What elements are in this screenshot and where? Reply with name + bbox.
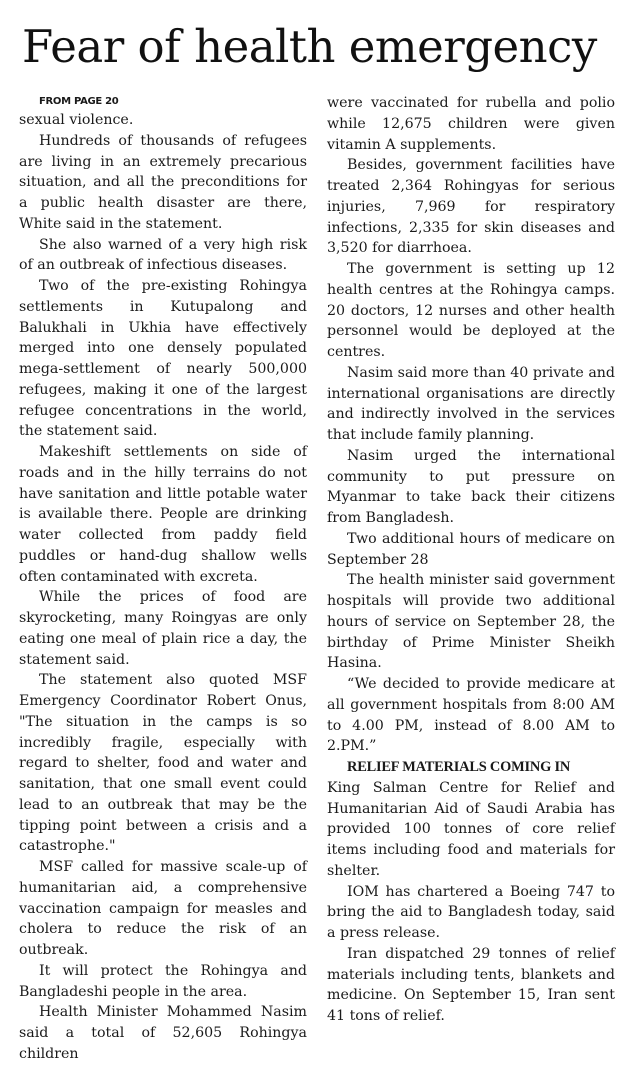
paragraph: MSF called for massive scale-up of humanitarian aid, a comprehensive vaccination campaign for measles and cholera to reduce the risk of an outbreak. bbox=[19, 859, 307, 958]
paragraph: were vaccinated for rubella and polio while 12,675 children were given vitamin A supplements. bbox=[327, 95, 615, 153]
paragraph: “We decided to provide medicare at all government hospitals from 8:00 AM to 4.00 PM, instead of 8.00 AM to 2.PM.” bbox=[327, 676, 615, 755]
paragraph: Two additional hours of medicare on September 28 bbox=[327, 530, 615, 568]
paragraph: IOM has chartered a Boeing 747 to bring the aid to Bangladesh today, said a press release. bbox=[327, 883, 615, 941]
paragraph: King Salman Centre for Relief and Humanitarian Aid of Saudi Arabia has provided 100 tonnes of core relief items including food and materials for shelter. bbox=[327, 779, 615, 879]
right-column bbox=[327, 94, 615, 1027]
paragraph: While the prices of food are skyrocketing, many Roingyas are only eating one meal of plain rice a day, the statement said. bbox=[19, 589, 307, 668]
paragraph: The government is setting up 12 health centres at the Rohingya camps. 20 doctors, 12 nurses and other health personnel would be deployed at the centres. bbox=[327, 261, 615, 360]
paragraph: Nasim said more than 40 private and international organisations are directly and indirectly involved in the services that include family planning. bbox=[327, 364, 615, 443]
paragraph: Health Minister Mohammed Nasim said a total of 52,605 Rohingya children bbox=[19, 1004, 307, 1062]
paragraph: The statement also quoted MSF Emergency Coordinator Robert Onus, "The situation in the camps is so incredibly fragile, especially with regard to shelter, food and water and sanitation, that one small event could lead to an outbreak that may be the tipping point between a crisis and a catastrophe." bbox=[19, 672, 307, 855]
paragraph: It will protect the Rohingya and Bangladeshi people in the area. bbox=[19, 962, 307, 1000]
paragraph: She also warned of a very high risk of an outbreak of infectious diseases. bbox=[19, 236, 307, 274]
from-page-label: FROM PAGE 20 bbox=[39, 96, 119, 107]
paragraph: Two of the pre-existing Rohingya settlements in Kutupalong and Balukhali in Ukhia have effectively merged into one densely populated mega-settlement of nearly 500,000 refugees, making it one of the largest refugee concentrations in the world, the statement said. bbox=[19, 278, 307, 440]
paragraph: Hundreds of thousands of refugees are living in an extremely precarious situation, and all the preconditions for a public health disaster are there, White said in the statement. bbox=[19, 132, 307, 232]
paragraph: The health minister said government hospitals will provide two additional hours of service on September 28, the birthday of Prime Minister Sheikh Hasina. bbox=[327, 572, 615, 672]
paragraph: Nasim urged the international community to put pressure on Myanmar to take back their citizens from Bangladesh. bbox=[327, 447, 615, 526]
headline: Fear of health emergency bbox=[22, 20, 597, 73]
left-column bbox=[19, 94, 307, 1065]
subhead: RELIEF MATERIALS COMING IN bbox=[347, 759, 571, 775]
paragraph: Makeshift settlements on side of roads and in the hilly terrains do not have sanitation and little potable water is available there. People are drinking water collected from paddy field puddles or hand-dug shallow wells often contaminated with excreta. bbox=[19, 444, 307, 585]
paragraph: Iran dispatched 29 tonnes of relief materials including tents, blankets and medicine. On September 15, Iran sent 41 tons of relief. bbox=[327, 945, 615, 1024]
paragraph: Besides, government facilities have treated 2,364 Rohingyas for serious injuries, 7,969 for respiratory infections, 2,335 for skin diseases and 3,520 for diarrhoea. bbox=[327, 157, 615, 257]
paragraph: sexual violence. bbox=[19, 112, 134, 128]
